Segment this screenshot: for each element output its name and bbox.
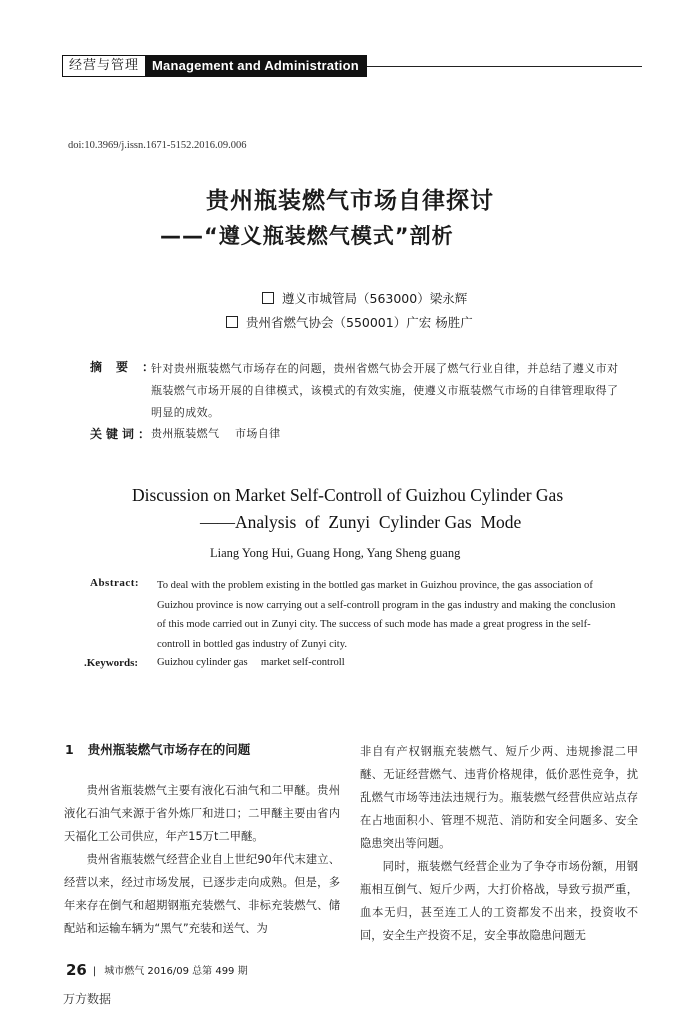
section-1-heading	[65, 740, 250, 758]
page-footer	[66, 961, 248, 979]
paragraph: 贵州省瓶装燃气主要有液化石油气和二甲醚。贵州液化石油气来源于省外炼厂和进口；二甲醚主要由省内天福化工公司供应，年产15万t二甲醚。	[64, 784, 340, 843]
abstract-en-text: To deal with the problem existing in the bottled gas market in Guizhou province, the gas association of Guizhou province is now carrying out a self-controll program in the gas industry and making the conclusion of this mode carried out in Zunyi city. The success of such mode has made a great progress in the self-controll in bottled gas industry of Zunyi city.	[157, 580, 616, 650]
title-en-line-1: Discussion on Market Self-Controll of Guizhou Cylinder Gas	[132, 485, 564, 505]
keywords-cn-text: 贵州瓶装燃气 市场自律	[151, 427, 281, 440]
footer-separator: |	[92, 966, 97, 977]
page-number: 26	[66, 961, 87, 979]
keywords-en-text: Guizhou cylinder gas market self-controll	[157, 657, 345, 668]
watermark: 万方数据	[63, 992, 112, 1006]
section-1-title: 贵州瓶装燃气市场存在的问题	[87, 742, 251, 757]
title-cn: 贵州瓶装燃气市场自律探讨	[206, 188, 494, 214]
journal-info: 城市燃气 2016/09 总第 499 期	[104, 966, 248, 977]
section-1-number: 1	[65, 742, 74, 757]
checkbox-square-icon	[226, 316, 238, 328]
abstract-en-label: Abstract:	[90, 577, 140, 589]
author-cn-text-1: 遵义市城管局（563000）梁永辉	[282, 291, 468, 306]
title-en-line-2: ——Analysis of Zunyi Cylinder Gas Mode	[200, 512, 522, 532]
section-header-cn: 经营与管理	[69, 58, 140, 73]
author-cn-line-2	[226, 313, 473, 331]
paragraph: 非自有产权钢瓶充装燃气、短斤少两、违规掺混二甲醚、无证经营燃气、违背价格规律，低价恶性竞争，扰乱燃气市场等违法违规行为。瓶装燃气经营供应站点存在占地面积小、管理不规范、消防和安全问题多、安全隐患突出等问题。	[360, 745, 638, 850]
keywords-cn-label: 关键词：	[90, 427, 155, 441]
abstract-cn-label: 摘要：	[90, 360, 169, 374]
body-column-right	[360, 740, 638, 947]
paragraph: 同时，瓶装燃气经营企业为了争夺市场份额，用钢瓶相互倒气、短斤少两，大打价格战，导致亏损严重，血本无归，甚至连工人的工资都发不出来，投资收不回，安全生产投资不足，安全事故隐患问题无	[360, 860, 638, 942]
author-cn-text-2: 贵州省燃气协会（550001）广宏 杨胜广	[246, 315, 473, 330]
paragraph: 贵州省瓶装燃气经营企业自上世纪90年代末建立、经营以来，经过市场发展，已逐步走向成熟。但是，多年来存在倒气和超期钢瓶充装燃气、非标充装燃气、储配站和运输车辆为“黑气”充装和送气、为	[64, 853, 340, 935]
section-header-en: Management and Administration	[145, 56, 366, 76]
keywords-en-label: .Keywords:	[84, 657, 139, 669]
doi: doi:10.3969/j.issn.1671-5152.2016.09.006	[68, 140, 247, 151]
body-column-left	[64, 779, 340, 940]
abstract-cn-text: 针对贵州瓶装燃气市场存在的问题，贵州省燃气协会开展了燃气行业自律，并总结了遵义市对瓶装燃气市场开展的自律模式，该模式的有效实施，使遵义市瓶装燃气市场的自律管理取得了明显的成效。	[151, 362, 619, 419]
checkbox-square-icon	[262, 292, 274, 304]
section-header	[62, 55, 367, 77]
authors-en: Liang Yong Hui, Guang Hong, Yang Sheng guang	[210, 546, 461, 560]
author-cn-line-1	[262, 289, 467, 307]
subtitle-cn: ——“遵义瓶装燃气模式”剖析	[160, 224, 454, 248]
